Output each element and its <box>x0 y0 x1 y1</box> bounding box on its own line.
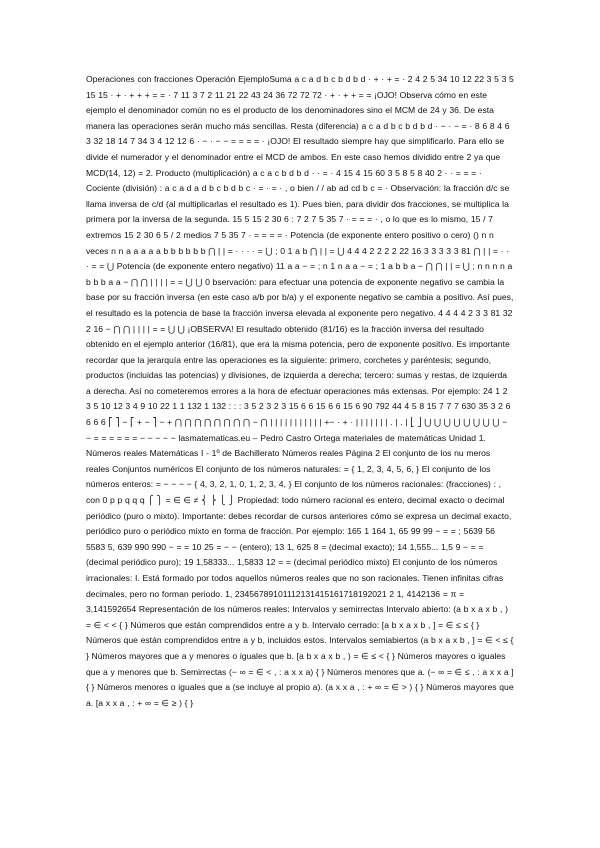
document-body-text: Operaciones con fracciones Operación EjemploSuma a c a d b c b d b d · + · + = · 2 4 2 5 34 10 12 22 3 5 3 5 15 15 · + · + + + = = · 7 11 3 7 2 11 21 22 43 24 36 72 72 72 · + · + + = = ¡OJO! Observa cómo en este ejemplo el denominador común no es el producto de los denominadores sino el MCM de 24 y 36. De esta manera las operaciones serán mucho más sencillas. Resta (diferencia) a c a d b c b d b d · − · − = · 8 6 8 4 6 3 32 18 14 7 34 3 4 12 12 6 · − · − − = = = = · ¡OJO! El resultado siempre hay que simplificarlo. Para ello se divide el numerador y el denominador entre el MCD de ambos. En este caso hemos dividido entre 2 ya que MCD(14, 12) = 2. Producto (multiplicación) a c a c b d b d · · = · 4 15 4 15 60 3 5 8 5 8 40 2 · · = = = · Cociente (división) : a c a d a d b c b d b c · = · = · , o bien / / ab ad cd b c = · Observación: la fracción d/c se llama inversa de c/d (al multiplicarlas el resultado es 1). Pues bien, para dividir dos fracciones, se multiplica la primera por la inversa de la segunda. 15 5 15 2 30 6 : 7 2 7 5 35 7 · = = = · , o lo que es lo mismo, 15 / 7 extremos 15 2 30 6 5 / 2 medios 7 5 35 7 · = = = = · Potencia (de exponente entero positivo o cero) () n n veces n n a a a a a b b b b b b ⋂ | | = · · · · = ⋃ ; 0 1 a b ⋂ | | = ⋃ 4 4 4 2 2 2 2 22 16 3 3 3 3 3 81 ⋂ | | = · · · = = ⋃ Potencia (de exponente entero negativo) 11 a a − = ; n 1 n a a − = ; 1 a b b a − ⋂ ⋂ | | = ⋃ ; n n n n a b b b a a − ⋂ ⋂ | | | | = = ⋃ ⋃ 0 bservación: para efectuar una potencia de exponente negativo se cambia la base por su fracción inversa (en este caso a/b por b/a) y el exponente negativo se cambia a positivo. Así pues, el resultado es la potencia de base la fracción inversa elevada al exponente pero negativo. 4 4 4 4 2 3 3 81 32 2 16 − ⋂ ⋂ | | | | = = ⋃ ⋃ ¡OBSERVA! El resultado obtenido (81/16) es la fracción inversa del resultado obtenido en el ejemplo anterior (16/81), que era la misma potencia, pero de exponente positivo. Es importante recordar que la jerarquía entre las operaciones es la siguiente: primero, corchetes y paréntesis; segundo, productos (incluidas las potencias) y divisiones, de izquierda a derecha; tercero: sumas y restas, de izquierda a derecha. Así no cometeremos errores a la hora de efectuar operaciones más extensas. Por ejemplo: 24 1 2 3 5 10 12 3 4 9 10 22 1 1 132 1 132 : : : 3 5 2 3 2 3 15 6 6 15 6 6 15 6 90 792 44 4 5 8 15 7 7 7 630 35 3 2 6 6 6 6 ⎡ ⎤ − ⎡ + − ⎤ − + ⋂ ⋂ ⋂ ⋂ ⋂ ⋂ ⋂ ⋂ − ⋂ | | | | | | | | | | | +− · + · | | | | | | | . | . | ⎣ ⎦ ⋃ ⋃ ⋃ ⋃ ⋃ ⋃ ⋃ ⋃ − − = = = = = = − − − − − lasmatematicas.eu – Pedro Castro Ortega materiales de matemáticas Unidad 1. Números reales Matemáticas I - 1º de Bachillerato Números reales Página 2 El conjunto de los nu meros reales Conjuntos numéricos El conjunto de los números naturales: = { 1, 2, 3, 4, 5, 6, } El conjunto de los números enteros: = − − − − { 4, 3, 2, 1, 0, 1, 2, 3, 4, } El conjunto de los números racionales: (fracciones) : , con 0 p p q q q ⎧ ⎫ = ∈ ∈ ≠ ⎨ ⎬ ⎩ ⎭ Propiedad: todo número racional es entero, decimal exacto o decimal periódico (puro o mixto). Importante: debes recordar de cursos anteriores cómo se expresa un decimal exacto, periódico puro o periódico mixto en forma de fracción. Por ejemplo: 165 1 164 1, 65 99 99 − = = ; 5639 56 5583 5, 639 990 990 − = = 10 25 = − − (entero); 13 1, 625 8 = (decimal exacto); 14 1,555... 1,5 9 − = = (decimal periódico puro); 19 1,58333... 1,5833 12 = = (decimal periódico mixto) El conjunto de los números irracionales: I. Está formado por todos aquellos números reales que no son racionales. Tienen infinitas cifras decimales, pero no forman periodo. 1, 23456789101112131415161718192021 2 1, 4142136 = π = 3,141592654 Representación de los números reales: Intervalos y semirrectas Intervalo abierto: (a b x a x b , ) = ∈ < < { } Números que están comprendidos entre a y b. Intervalo cerrado: [a b x a x b , ] = ∈ ≤ ≤ { } Números que están comprendidos entre a y b, incluidos estos. Intervalos semiabiertos (a b x a x b , ] = ∈ < ≤ { } Números mayores que a y menores o iguales que b. [a b x a x b , ) = ∈ ≤ < { } Números mayores o iguales que a y menores que b. Semirrectas (− ∞ = ∈ < , : a x x a) { } Números menores que a. (− ∞ = ∈ ≤ , : a x x a ] { } Números menores o iguales que a (se incluye al propio a). (a x x a , : + ∞ = ∈ > ) { } Números mayores que a. [a x x a , : + ∞ = ∈ ≥ ) { } <box>86 74 514 708</box>
